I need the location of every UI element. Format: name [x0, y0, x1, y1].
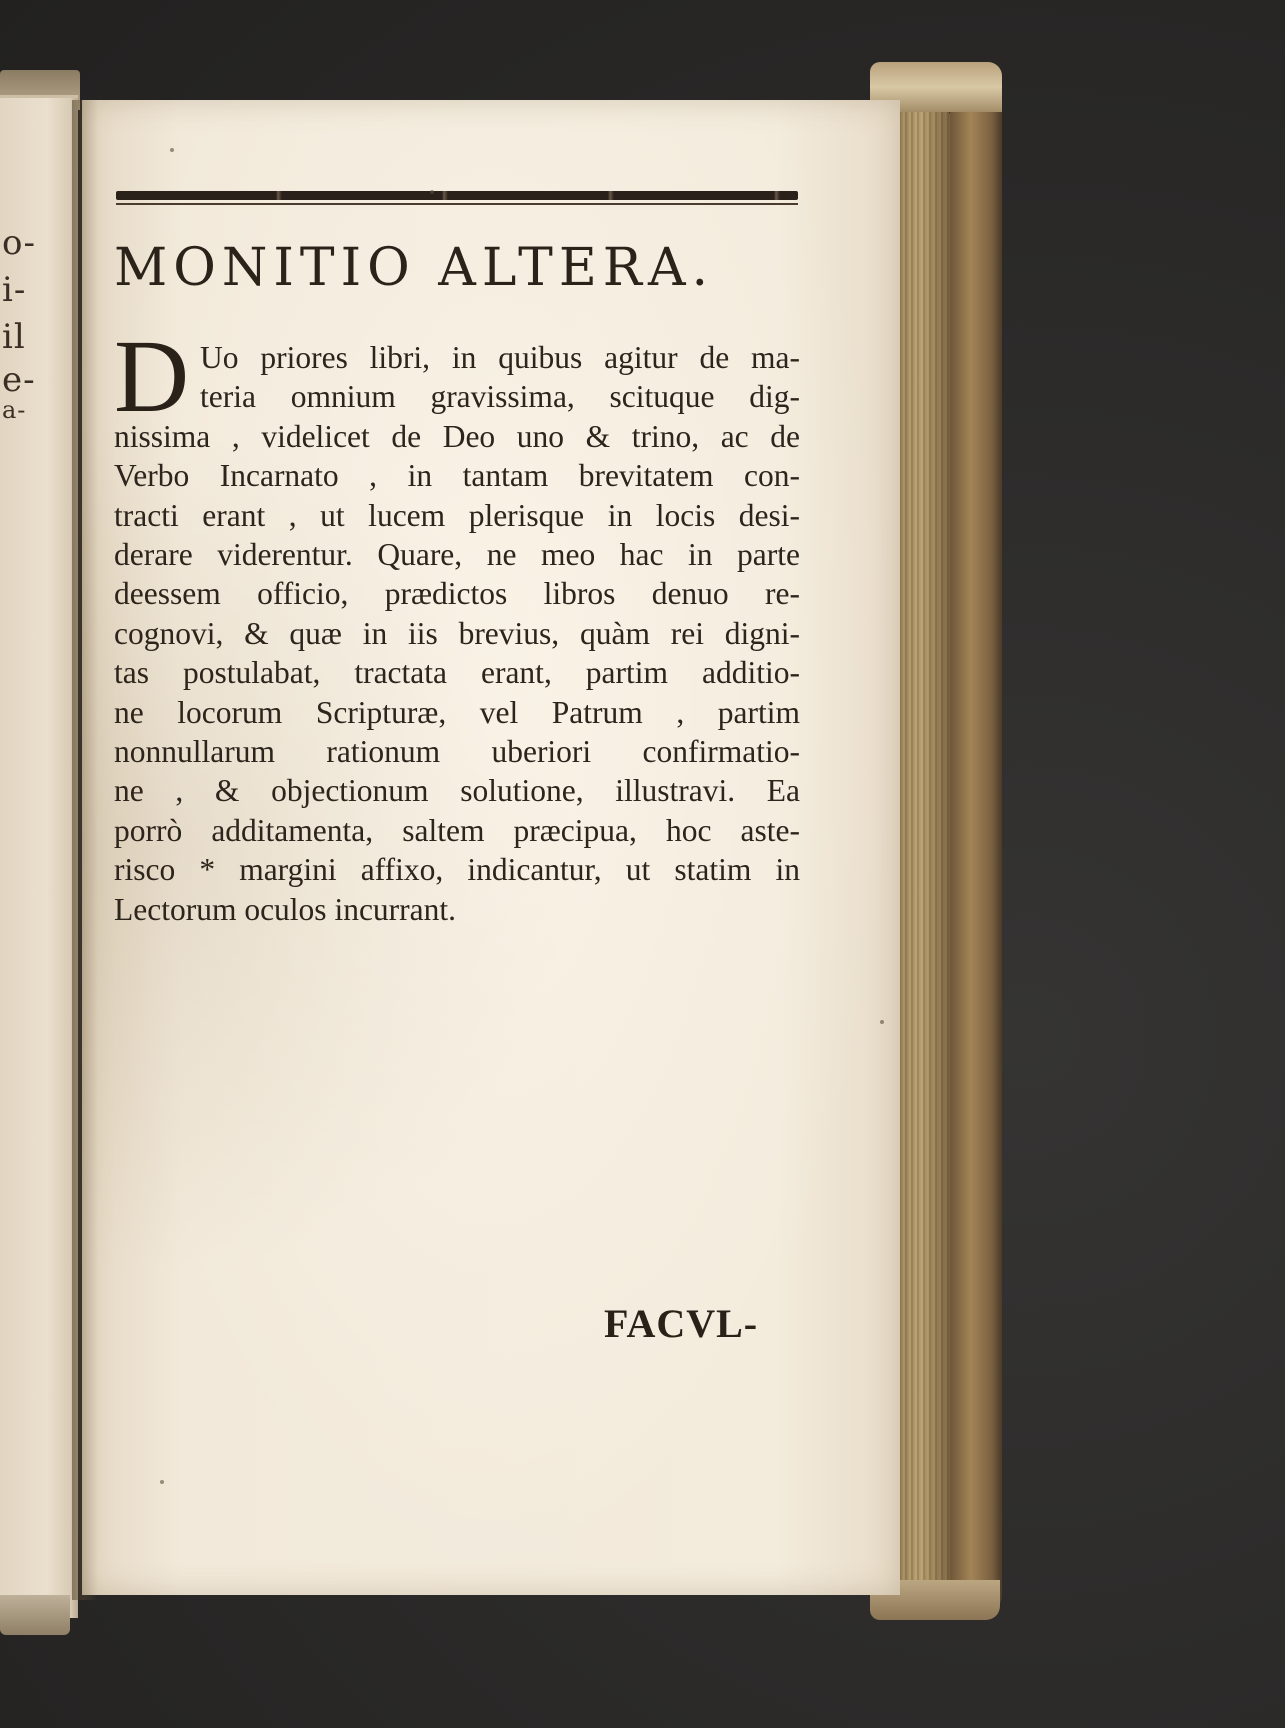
- left-cover-bottom: [0, 1595, 70, 1635]
- text-line: tracti erant , ut lucem plerisque in locis desi-: [114, 497, 800, 533]
- text-line: derare viderentur. Quare, ne meo hac in parte: [114, 537, 800, 573]
- text-line: nissima , videlicet de Deo uno & trino, ac de: [114, 418, 800, 454]
- ink-speck: [430, 190, 434, 194]
- page-title: MONITIO ALTERA.: [114, 238, 715, 298]
- text-line: risco * margini affixo, indicantur, ut statim in: [114, 852, 800, 888]
- text-line: cognovi, & quæ in iis brevius, quàm rei digni-: [114, 615, 800, 651]
- text-line: teria omnium gravissima, scituque dig-: [200, 379, 800, 415]
- body-text: [114, 319, 800, 929]
- left-page-fragment: il: [2, 317, 26, 357]
- ink-speck: [160, 1480, 164, 1484]
- book-cover: [950, 70, 1002, 1610]
- left-page-fragment: e-: [2, 360, 36, 400]
- text-line: deessem officio, prædictos libros denuo re-: [114, 576, 800, 612]
- ink-speck: [880, 1020, 884, 1024]
- text-line: Lectorum oculos incurrant.: [114, 891, 457, 927]
- text-line: Verbo Incarnato , in tantam brevitatem con-: [114, 458, 800, 494]
- drop-cap: D: [114, 319, 190, 434]
- gutter-shadow: [72, 100, 98, 1600]
- header-rule-thin: [116, 203, 798, 205]
- text-line: ne , & objectionum solutione, illustravi. Ea: [114, 773, 800, 809]
- text-line: Uo priores libri, in quibus agitur de ma-: [200, 340, 800, 375]
- text-line: tas postulabat, tractata erant, partim additio-: [114, 655, 800, 691]
- catchword: FACVL-: [604, 1301, 759, 1346]
- text-line: porrò additamenta, saltem præcipua, hoc aste-: [114, 812, 800, 848]
- ink-speck: [170, 148, 174, 152]
- left-page-fragment: i-: [2, 270, 27, 310]
- left-page-fragment: a-: [2, 396, 27, 424]
- left-page-fragment: o-: [2, 223, 36, 263]
- text-line: ne locorum Scripturæ, vel Patrum , partim: [114, 694, 800, 730]
- text-line: nonnullarum rationum uberiori confirmatio-: [114, 734, 800, 770]
- header-rule: [116, 191, 798, 200]
- left-page: [0, 95, 78, 1618]
